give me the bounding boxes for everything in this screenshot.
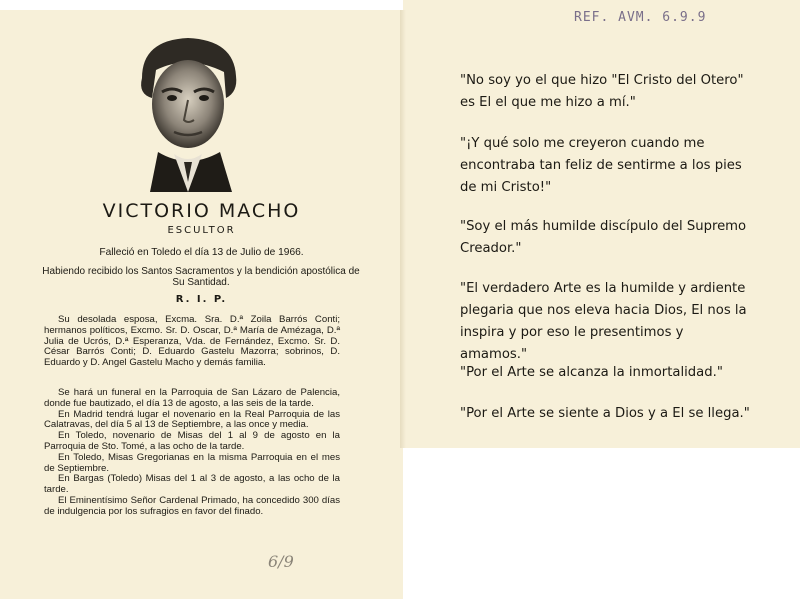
rip-heading: R. I. P. [175, 294, 228, 305]
deceased-name: VICTORIO MACHO [102, 200, 301, 222]
family-text: Su desolada esposa, Excma. Sra. D.ª Zoila Barrós Conti; hermanos políticos, Excmo. Sr. D. Oscar, D.ª María de Amézaga, D.ª Julia de Ucrós, D.ª Esperanza, Vda. de Fernández, Excmo. Sr. D. César Barrós Conti; D. Eduardo Gastelu Mazorra; sobrinos, D. Eduardo y D. Angel Gastelu Macho y demás familia. [44, 314, 340, 369]
mass-item: Se hará un funeral en la Parroquia de San Lázaro de Palencia, donde fue bautizado, el día 13 de agosto, a las seis de la tarde. [44, 387, 340, 409]
handwritten-number: 6/9 [268, 552, 294, 571]
sacraments-notice: Habiendo recibido los Santos Sacramentos y la bendición apostólica de Su Santidad. [42, 266, 360, 288]
quote-6: "Por el Arte se siente a Dios y a El se llega." [460, 406, 750, 421]
death-notice: Falleció en Toledo el día 13 de Julio de 1966. [99, 247, 304, 258]
family-paragraph [44, 315, 340, 369]
masses-section [44, 388, 340, 518]
quote-5: "Por el Arte se alcanza la inmortalidad." [460, 365, 723, 380]
mass-item: En Toledo, novenario de Misas del 1 al 9 de agosto en la Parroquia de Sto. Tomé, a las ocho de la tarde. [44, 430, 340, 452]
portrait-photo-icon [128, 32, 246, 192]
quote-3: "Soy el más humilde discípulo del Supremo Creador." [460, 219, 747, 256]
quote-2: "¡Y qué solo me creyeron cuando me encontraba tan feliz de sentirme a los pies de mi Cristo!" [460, 136, 742, 195]
mass-item: En Madrid tendrá lugar el novenario en la Real Parroquia de las Calatravas, del día 5 al 13 de Septiembre, a las once y media. [44, 408, 340, 431]
quote-4: "El verdadero Arte es la humilde y ardiente plegaria que nos eleva hacia Dios, El nos la inspira y por eso le presentimos y amamos." [460, 281, 747, 362]
quote-1: "No soy yo el que hizo "El Cristo del Otero" es El el que me hizo a mí." [460, 73, 744, 110]
deceased-profession: ESCULTOR [167, 225, 236, 236]
mass-item: En Toledo, Misas Gregorianas en la misma Parroquia en el mes de Septiembre. [44, 451, 340, 474]
mass-item: En Bargas (Toledo) Misas del 1 al 3 de agosto, a las ocho de la tarde. [44, 473, 340, 496]
archive-reference: REF. AVM. 6.9.9 [574, 10, 707, 25]
mass-item: El Eminentísimo Señor Cardenal Primado, ha concedido 300 días de indulgencia por los sufragios en favor del finado. [44, 494, 340, 517]
